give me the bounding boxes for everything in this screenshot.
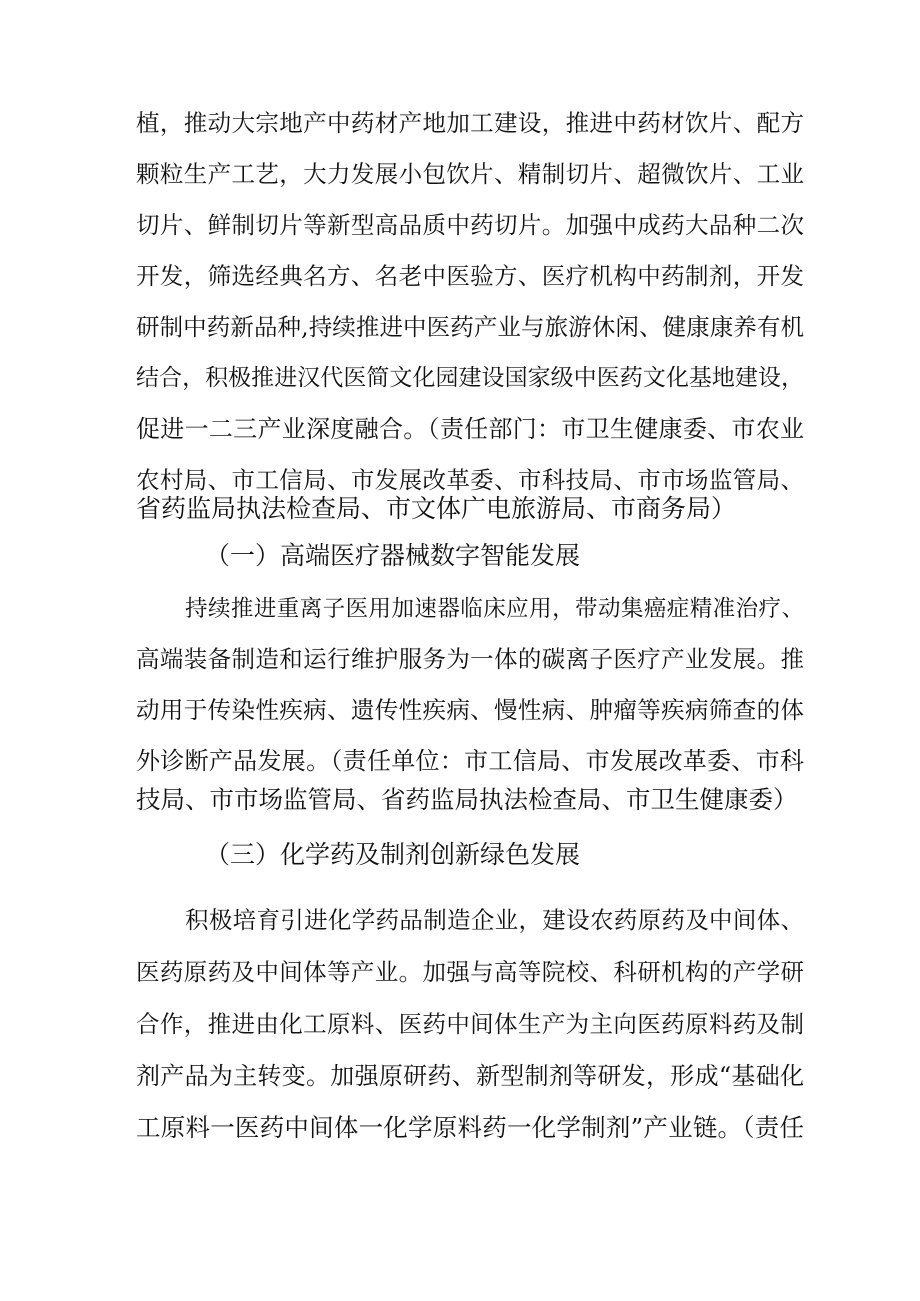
paragraph-line: 技局、市市场监管局、省药监局执法检查局、市卫生健康委）	[136, 785, 798, 814]
paragraph-line: 颗粒生产工艺，大力发展小包饮片、精制切片、超微饮片、工业	[136, 160, 804, 188]
paragraph-line: 切片、鲜制切片等新型高品质中药切片。加强中成药大品种二次	[136, 211, 804, 239]
paragraph-line: 研制中药新品种,持续推进中医药产业与旅游休闲、健康康养有机	[136, 313, 804, 341]
paragraph-line: 剂产品为主转变。加强原研药、新型制剂等研发，形成“基础化	[136, 1062, 804, 1090]
paragraph-line: 持续推进重离子医用加速器临床应用，带动集癌症精准治疗、	[185, 596, 804, 622]
paragraph-line: 植，推动大宗地产中药材产地加工建设，推进中药材饮片、配方	[136, 109, 804, 137]
paragraph-line: 医药原药及中间体等产业。加强与高等院校、科研机构的产学研	[136, 958, 804, 986]
paragraph-line: 农村局、市工信局、市发展改革委、市科技局、市市场监管局、	[136, 466, 804, 494]
paragraph-line: 促进一二三产业深度融合。（责任部门：市卫生健康委、市农业	[136, 415, 804, 443]
paragraph-line: 合作，推进由化工原料、医药中间体生产为主向医药原料药及制	[136, 1010, 804, 1038]
paragraph-line: 高端装备制造和运行维护服务为一体的碳离子医疗产业发展。推	[136, 645, 804, 673]
paragraph-line: 开发，筛选经典名方、名老中医验方、医疗机构中药制剂，开发	[136, 262, 804, 290]
paragraph-line: 结合，积极推进汉代医简文化园建设国家级中医药文化基地建设，	[136, 365, 804, 391]
paragraph-line: 积极培育引进化学药品制造企业，建设农药原药及中间体、	[185, 906, 804, 934]
paragraph-line: 动用于传染性疾病、遗传性疾病、慢性病、肿瘤等疾病筛查的体	[136, 696, 804, 724]
section-heading: （三）化学药及制剂创新绿色发展	[205, 840, 581, 869]
paragraph-line: 省药监局执法检查局、市文体广电旅游局、市商务局）	[136, 494, 737, 523]
paragraph-line: 工原料一医药中间体一化学原料药一化学制剂”产业链。（责任	[136, 1113, 804, 1142]
paragraph-line: 外诊断产品发展。（责任单位：市工信局、市发展改革委、市科	[136, 747, 804, 775]
section-heading: （一）高端医疗器械数字智能发展	[205, 541, 581, 570]
